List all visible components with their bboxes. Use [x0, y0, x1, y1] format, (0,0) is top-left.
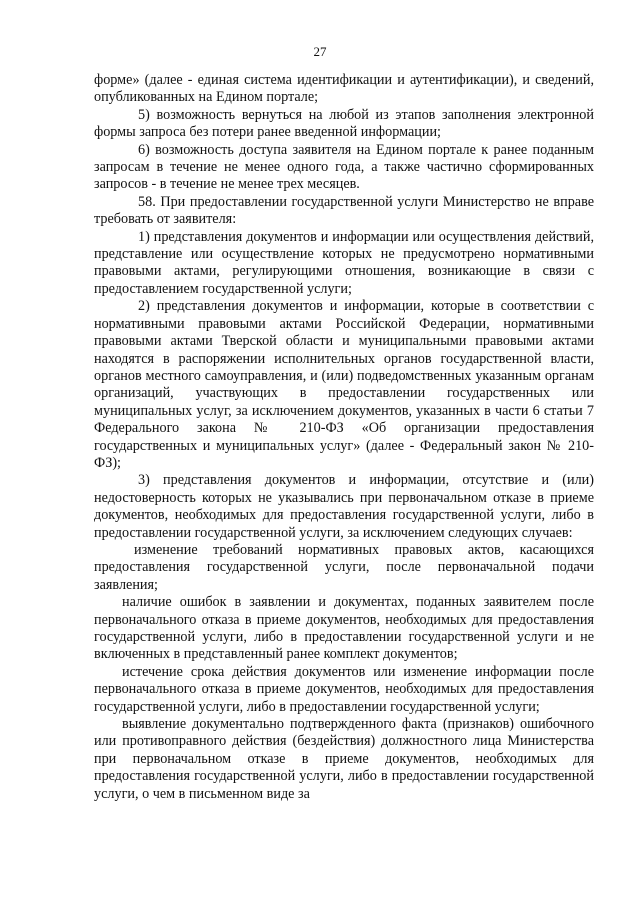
paragraph-item-5: 5) возможность вернуться на любой из этапов заполнения электронной формы запроса без потери ранее введенной информации; [94, 106, 594, 141]
paragraph-case-requirements-change: изменение требований нормативных правовых актов, касающихся предоставления государственной услуги, после первоначальной подачи заявления; [94, 541, 594, 593]
paragraph-case-errors: наличие ошибок в заявлении и документах, поданных заявителем после первоначального отказа в приеме документов, необходимых для предоставления государственной услуги, либо в предоставлении государственной услуги и не включенных в представленный ранее комплект документов; [94, 594, 594, 663]
paragraph-item-1: 1) представления документов и информации или осуществления действий, представление или осуществление которых не предусмотрено нормативными правовыми актами, регулирующими отношения, возникающие в связи с предоставлением государственной услуги; [94, 228, 594, 297]
paragraph-continuation: форме» (далее - единая система идентификации и аутентификации), и сведений, опубликованных на Едином портале; [94, 72, 594, 106]
page-number: 27 [313, 44, 327, 59]
paragraph-item-6: 6) возможность доступа заявителя на Едином портале к ранее поданным запросам в течение не менее одного года, а также частично сформированных запросов - в течение не менее трех месяцев. [94, 141, 594, 193]
paragraph-case-expiry: истечение срока действия документов или изменение информации после первоначального отказа в приеме документов, необходимых для предоставления государственной услуги, либо в предоставлении государственной услуги; [94, 663, 594, 715]
paragraph-item-3: 3) представления документов и информации, отсутствие и (или) недостоверность которых не указывались при первоначальном отказе в приеме документов, необходимых для предоставления государственной услуги, либо в предоставлении государственной услуги, за исключением следующих случаев: [94, 472, 594, 541]
paragraph-case-misconduct: выявление документально подтвержденного факта (признаков) ошибочного или противоправного действия (бездействия) должностного лица Министерства при первоначальном отказе в приеме документов, необходимых для предоставления государственной услуги, либо в предоставлении государственной услуги, о чем в письменном виде за [94, 716, 594, 802]
paragraph-item-2: 2) представления документов и информации, которые в соответствии с нормативными правовыми актами Российской Федерации, нормативными правовыми актами Тверской области и муниципальными правовыми актами находятся в распоряжении исполнительных органов государственной власти, органов местного самоуправления, и (или) подведомственных указанным органам организаций, участвующих в предоставлении государственных или муниципальных услуг, за исключением документов, указанных в части 6 статьи 7 Федерального закона № 210-ФЗ «Об организации предоставления государственных и муниципальных услуг» (далее - Федеральный закон № 210-ФЗ); [94, 298, 594, 471]
paragraph-clause-58: 58. При предоставлении государственной услуги Министерство не вправе требовать от заявителя: [94, 193, 594, 228]
document-body [94, 72, 594, 803]
